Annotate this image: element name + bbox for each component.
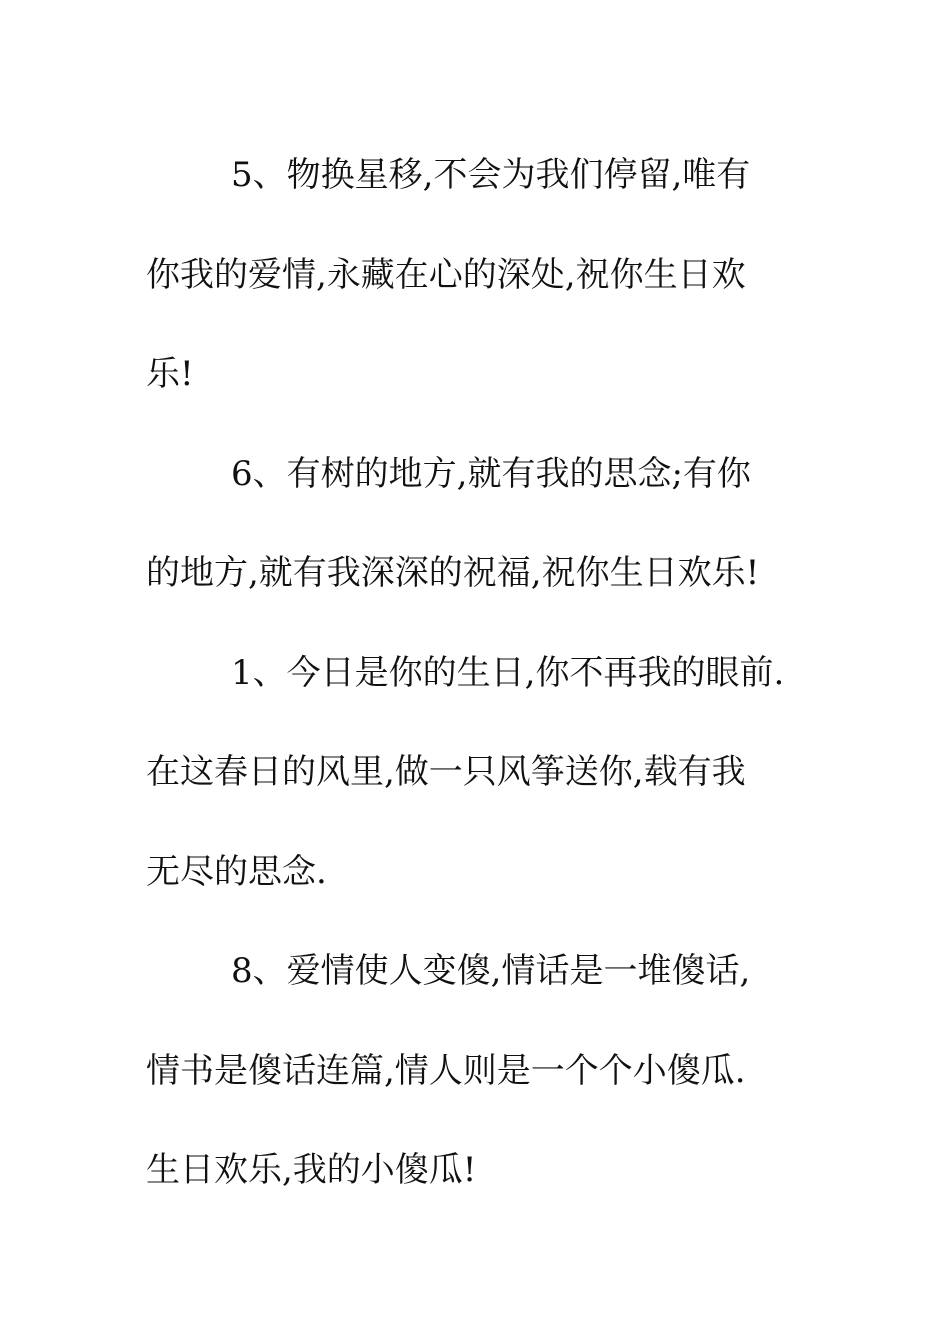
paragraph-line: 的地方,就有我深深的祝福,祝你生日欢乐! <box>146 553 760 593</box>
paragraph-line: 6、有树的地方,就有我的思念;有你 <box>231 453 751 494</box>
paragraph-8 <box>146 922 826 1221</box>
paragraph-line: 8、爱情使人变傻,情话是一堆傻话, <box>231 951 751 991</box>
paragraph-line: 你我的爱情,永藏在心的深处,祝你生日欢 <box>146 254 746 295</box>
paragraph-line: 情书是傻话连篇,情人则是一个个小傻瓜. <box>146 1050 746 1091</box>
paragraph-line: 乐! <box>146 354 194 394</box>
paragraph-line: 5、物换星移,不会为我们停留,唯有 <box>231 155 751 195</box>
paragraph-1 <box>146 624 826 923</box>
paragraph-line: 在这春日的风里,做一只风筝送你,载有我 <box>146 752 746 792</box>
document-body <box>146 126 826 1221</box>
paragraph-line: 生日欢乐,我的小傻瓜! <box>146 1150 477 1190</box>
paragraph-line: 1、今日是你的生日,你不再我的眼前. <box>231 652 785 693</box>
paragraph-line: 无尽的思念. <box>146 851 327 892</box>
paragraph-5 <box>146 126 826 425</box>
paragraph-6 <box>146 425 826 624</box>
